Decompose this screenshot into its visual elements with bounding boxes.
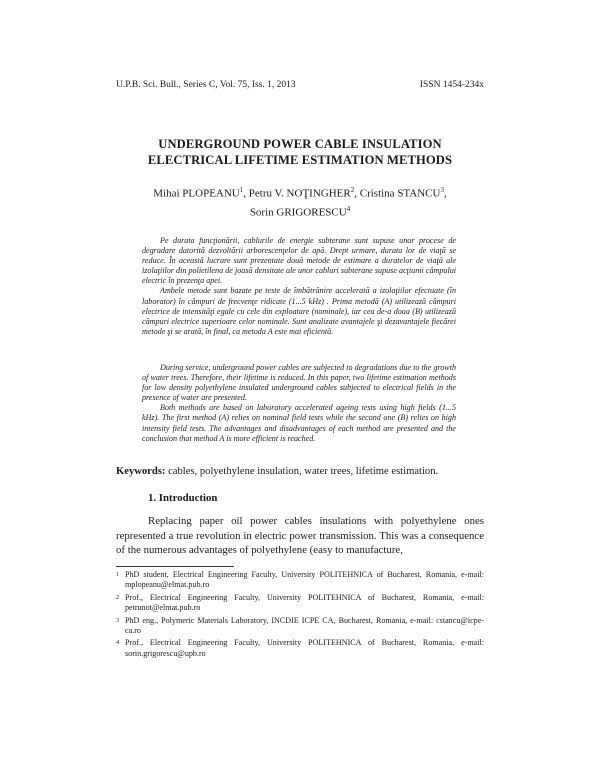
footnote [116,638,484,659]
author-name: Cristina STANCU [359,187,441,200]
footnote-text: Prof., Electrical Engineering Faculty, University POLITEHNICA of Bucharest, Romania, e-mail: petrunot@elmat.pub.ro [125,592,484,613]
footnote-number: 1 [116,571,120,578]
abstract-paragraph: Both methods are based on laboratory accelerated ageing tests using high fields (1...5 kHz). The first method (A) relies on nominal field tests while the second one (B) relies on high intensity field tests. The advantages and disadvantages of each method are presented and the conclusion that method A is more efficient is reached. [142,403,456,443]
body-paragraph: Replacing paper oil power cables insulations with polyethylene ones represented a true revolution in electric power transmission. This was a consequence of the numerous advantages of polyethylene (easy to manufacture, [116,515,484,557]
author-affiliation-mark: 2 [350,186,355,194]
footnote-number: 2 [116,593,120,601]
abstract-paragraph: Ambele metode sunt bazate pe teste de îmbătrânire accelerată a izolaţiilor efectuate (în laborator) în câmpuri de frecvenţe ridicate (1...5 kHz) . Prima metodă (A) utilizează câmpuri electrice de intensităţi egale cu cele din exploatare (nominale), iar cea de-a doua (B) utilizează câmpuri electrice superioare celor nominale. Sunt analizate avantajele şi dezavantajele fiecărei metode şi se arată, în final, ca metoda A este mai eficientă. [142,286,456,336]
abstract-paragraph: During service, underground power cables are subjected to degradations due to the growth of water trees. Therefore, their lifetime is reduced. In this paper, two lifetime estimation methods for low density polyethylene insulated underground cables subjected to electrical fields in the presence of water are presented. [142,363,456,403]
title-line-1: UNDERGROUND POWER CABLE INSULATION [158,137,442,151]
author-name: Mihai PLOPEANU [153,187,240,200]
keywords [116,466,484,477]
author-affiliation-mark: 3 [440,186,444,194]
author-name: Petru V. NOŢINGHER [248,187,351,200]
footnote-text: PhD eng., Polymeric Materials Laboratory, INCDIE ICPE CA, Bucharest, Romania, e-mail: cstancu@icpe-ca.ro [125,615,484,636]
abstract-paragraph: Pe durata funcţionării, cablurile de energie subterane sunt supuse unor procese de degradare datorită dezvoltării arborescenţelor de apă. Drept urmare, durata lor de viaţă se reduce. În această lucrare sunt prezentate două metode de estimare a duratelor de viaţă ale izolaţiilor din polietilena de joasă densitate ale unor cabluri subterane supuse acţiunii câmpului electric în prezenţa apei. [142,236,456,286]
footnote-divider [116,566,234,567]
footnote-number: 3 [116,616,120,624]
author-affiliation-mark: 4 [346,204,351,213]
section-heading: 1. Introduction [148,492,218,504]
footnote [116,570,484,591]
footnote-number: 4 [116,639,120,647]
keywords-text: cables, polyethylene insulation, water trees, lifetime estimation. [165,466,439,477]
paper-title [90,136,510,168]
footnote-text: Prof., Electrical Engineering Faculty, University POLITEHNICA of Bucharest, Romania, e-mail: sorin.grigorescu@upb.ro [125,638,484,658]
author-list: Mihai PLOPEANU$^1$, Petru V. NOŢINGHER$^2$, Cristina STANCU$^3$, Sorin GRIGORESCU$^4$ [153,186,447,219]
abstract-english [142,363,456,444]
title-line-2: ELECTRICAL LIFETIME ESTIMATION METHODS [147,153,453,167]
footnote [116,616,484,637]
body-text [116,514,484,558]
footnote-text: PhD student, Electrical Engineering Faculty, University POLITEHNICA of Bucharest, Romania, e-mail: mplopeanu@elmat.pub.ro [125,570,484,590]
author-name: Sorin GRIGORESCU [249,206,347,219]
footnote [116,593,484,614]
issn: ISSN 1454-234x [419,80,484,90]
author-affiliation-mark: 1 [239,186,244,194]
footnotes [116,570,484,661]
keywords-label: Keywords: [116,466,166,477]
journal-citation: U.P.B. Sci. Bull., Series C, Vol. 75, Iss. 1, 2013 [116,80,296,90]
running-header [116,80,484,90]
abstract-romanian [142,236,456,337]
